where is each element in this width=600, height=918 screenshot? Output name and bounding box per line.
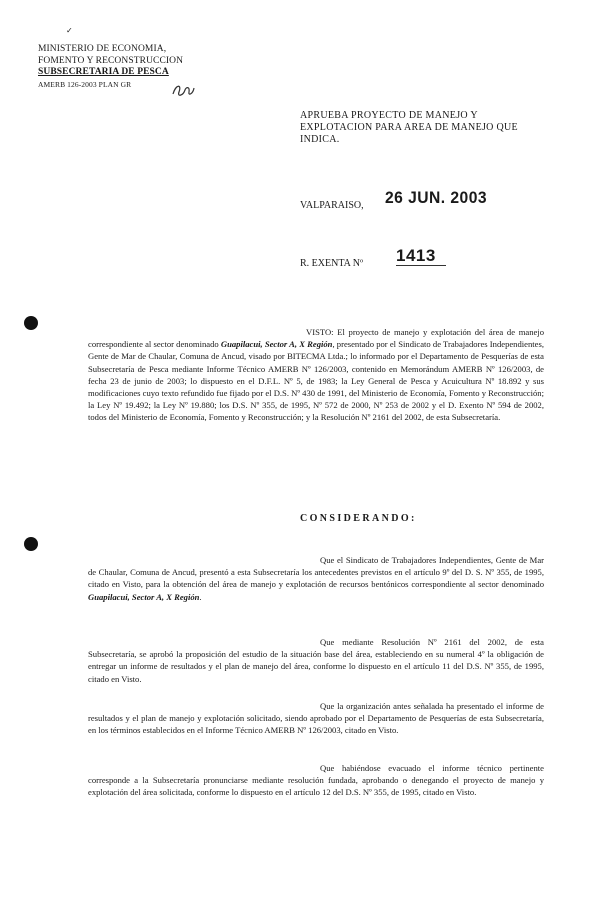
punch-hole-bottom (24, 537, 38, 551)
c3-text: Que la organización antes señalada ha presentado el informe de resultados y el plan de manejo y explotación solicitado, siendo aprobado por el Departamento de Pesquerías de esta Subsecretaría, en los términos establecidos en el Informe Técnico AMERB Nº 126/2003, citado en Visto. (88, 701, 544, 736)
initials-signature (170, 82, 196, 100)
considerando-heading: CONSIDERANDO: (300, 513, 417, 524)
date-stamp: 26 JUN. 2003 (385, 188, 488, 207)
c1-text-a: Que el Sindicato de Trabajadores Independientes, Gente de Mar de Chaular, Comuna de Ancud, presentó a esta Subsecretaría los antecedentes previstos en el artículo 9º del D. S. Nº 355, de 1995, citado en Visto, para la obtención del área de manejo y explotación de recursos bentónicos correspondiente al sector denominado (88, 555, 544, 590)
visto-text-1: VISTO: El proyecto de manejo y explotación del área de manejo correspondiente al sector denominado (88, 327, 544, 350)
c4-text: Que habiéndose evacuado el informe técnico pertinente corresponde a la Subsecretaría pronunciarse mediante resolución fundada, aprobando o denegando el proyecto de manejo y explotación del área solicitada, conforme lo dispuesto en el artículo 12 del D.S. Nº 355, de 1995, citado en Visto. (88, 763, 544, 798)
visto-sector: Guapilacui, Sector A, X Región (220, 339, 333, 350)
considerando-2 (88, 636, 544, 685)
c1-text-b: . (199, 591, 202, 602)
document-title: APRUEBA PROYECTO DE MANEJO Y EXPLOTACION PARA AREA DE MANEJO QUE INDICA. (300, 110, 518, 145)
visto-text-2: , presentado por el Sindicato de Trabajadores Independientes, Gente de Mar de Chaular, Comuna de Ancud, visado por BITECMA Ltda.; lo informado por el Departamento de Pesquerías de esta Subsecretaría de Pesca mediante Informe Técnico AMERB Nº 126/2003, contenido en Memorándum AMERB Nº 126/2003, de fecha 23 de junio de 2003; lo dispuesto en el D.F.L. Nº 5, de 1983; la Ley General de Pesca y Acuicultura Nº 18.892 y sus modificaciones cuyo texto refundido fue fijado por el D.S. Nº 430 de 1991, del Ministerio de Economía, Fomento y Reconstrucción; la Ley Nº 19.492; la Ley Nº 19.880; los D.S. Nº 355, de 1995, Nº 572 de 2000, Nº 253 de 2002 y el D. Exento Nº 594 de 2002, todos del Ministerio de Economía, Fomento y Reconstrucción; y la Resolución Nº 2161 del 2002, de esta Subsecretaría. (88, 339, 544, 423)
margin-mark: ✓ (66, 26, 73, 35)
c1-sector: Guapilacui, Sector A, X Región (88, 591, 200, 602)
place-label: VALPARAISO, (300, 200, 364, 211)
ministry-line-2: FOMENTO Y RECONSTRUCCION (38, 55, 184, 66)
considerando-1 (88, 554, 544, 603)
considerando-4 (88, 762, 544, 799)
resolution-underline (396, 265, 446, 266)
c2-text: Que mediante Resolución Nº 2161 del 2002, de esta Subsecretaría, se aprobó la proposición del estudio de la situación base del área, estableciendo en su numeral 4º la obligación de entregar un informe de resultados y el plan de manejo del área, conforme lo dispuesto en el artículo 11 del D.S. Nº 355, de 1995, citado en Visto. (88, 637, 544, 684)
visto-paragraph (88, 326, 544, 424)
punch-hole-top (24, 316, 38, 330)
resolution-label: R. EXENTA Nº (300, 258, 364, 269)
resolution-number: 1413 (396, 246, 436, 265)
subsecretaria-line: SUBSECRETARIA DE PESCA (38, 67, 169, 77)
considerando-3 (88, 700, 544, 737)
ministry-line-1: MINISTERIO DE ECONOMIA, (38, 44, 167, 54)
reference-code: AMERB 126-2003 PLAN GR (38, 79, 132, 89)
